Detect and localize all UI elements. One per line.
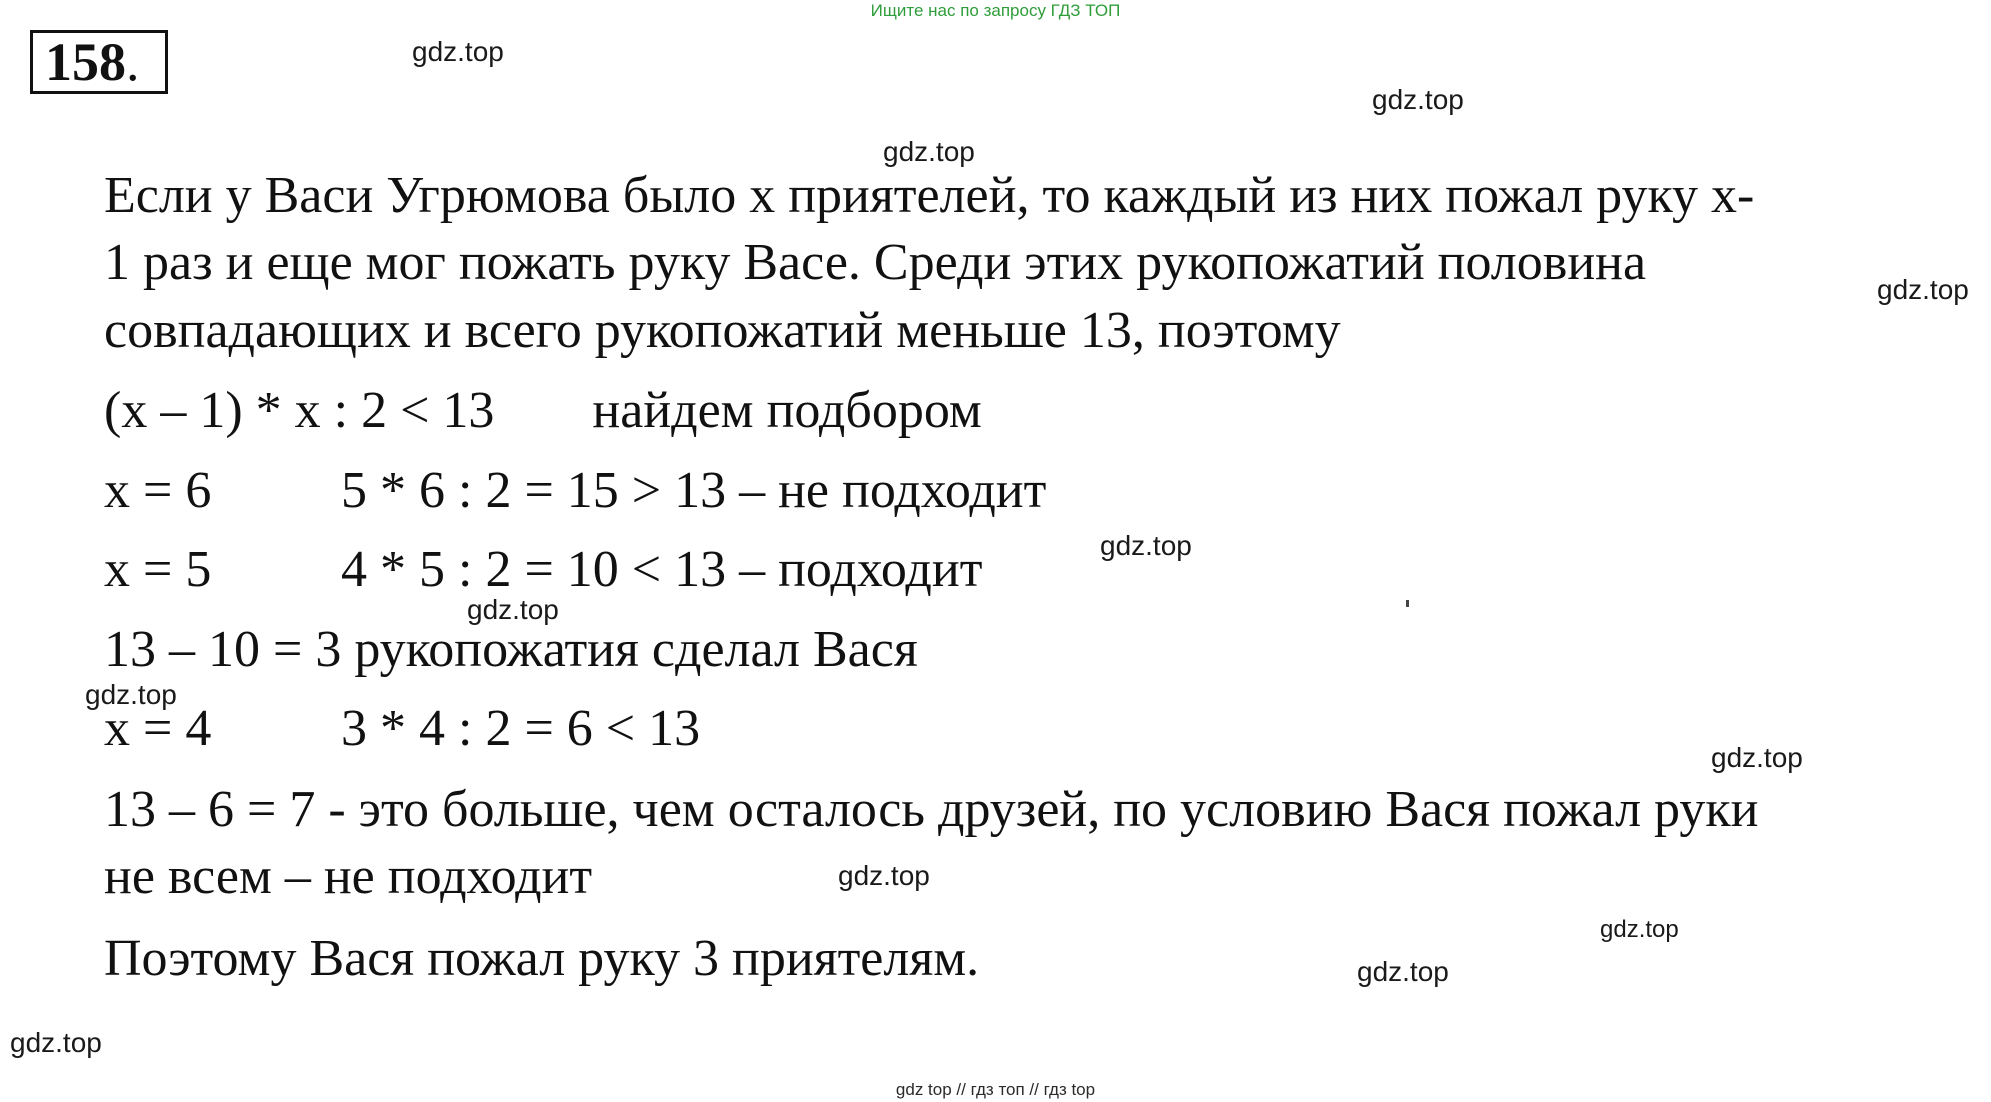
trial-x: х = 4 bbox=[104, 700, 212, 757]
watermark: gdz.top bbox=[1600, 916, 1679, 943]
watermark: gdz.top bbox=[85, 679, 177, 710]
inequality: (х – 1) * х : 2 < 13 bbox=[104, 382, 495, 439]
trial-x: х = 6 bbox=[104, 462, 212, 519]
solution-line-10: не всем – не подходит bbox=[104, 848, 593, 905]
watermark: gdz.top bbox=[1877, 274, 1969, 305]
watermark: gdz.top bbox=[1100, 530, 1192, 561]
trial-check: 4 * 5 : 2 = 10 < 13 – подходит bbox=[341, 541, 983, 598]
solution-line-3: совпадающих и всего рукопожатий меньше 13, поэтому bbox=[104, 302, 1341, 359]
solution-line-6 bbox=[104, 541, 983, 598]
solution-line-11: Поэтому Вася пожал руку 3 приятелям. bbox=[104, 930, 980, 987]
watermark: gdz.top bbox=[10, 1027, 102, 1058]
footer: gdz top // гдз топ // гдз top bbox=[895, 1080, 1096, 1099]
problem-number-box bbox=[30, 30, 168, 94]
watermark: gdz.top bbox=[412, 36, 504, 67]
problem-number-dot: . bbox=[126, 32, 140, 92]
watermark: gdz.top bbox=[1711, 742, 1803, 773]
solution-line-9: 13 – 6 = 7 - это больше, чем осталось друзей, по условию Вася пожал руки bbox=[104, 781, 1759, 838]
watermark: gdz.top bbox=[838, 860, 930, 891]
solution-line-5 bbox=[104, 462, 1047, 519]
trial-x: х = 5 bbox=[104, 541, 212, 598]
watermark: gdz.top bbox=[883, 136, 975, 167]
solution-line-2: 1 раз и еще мог пожать руку Васе. Среди этих рукопожатий половина bbox=[104, 234, 1647, 291]
trial-check: 5 * 6 : 2 = 15 > 13 – не подходит bbox=[341, 462, 1047, 519]
watermark: gdz.top bbox=[467, 594, 559, 625]
inequality-note: найдем подбором bbox=[592, 382, 982, 439]
watermark: gdz.top bbox=[1372, 84, 1464, 115]
watermark: gdz.top bbox=[1357, 956, 1449, 987]
solution-line-1: Если у Васи Угрюмова было х приятелей, то каждый из них пожал руку х- bbox=[104, 167, 1755, 224]
trial-check: 3 * 4 : 2 = 6 < 13 bbox=[341, 700, 701, 757]
solution-line-8 bbox=[104, 700, 701, 757]
top-banner: Ищите нас по запросу ГДЗ ТОП bbox=[870, 1, 1121, 20]
problem-number: 158 bbox=[45, 32, 126, 92]
solution-line-7: 13 – 10 = 3 рукопожатия сделал Вася bbox=[104, 621, 918, 678]
stray-mark bbox=[1406, 600, 1409, 607]
solution-line-4 bbox=[104, 382, 982, 439]
